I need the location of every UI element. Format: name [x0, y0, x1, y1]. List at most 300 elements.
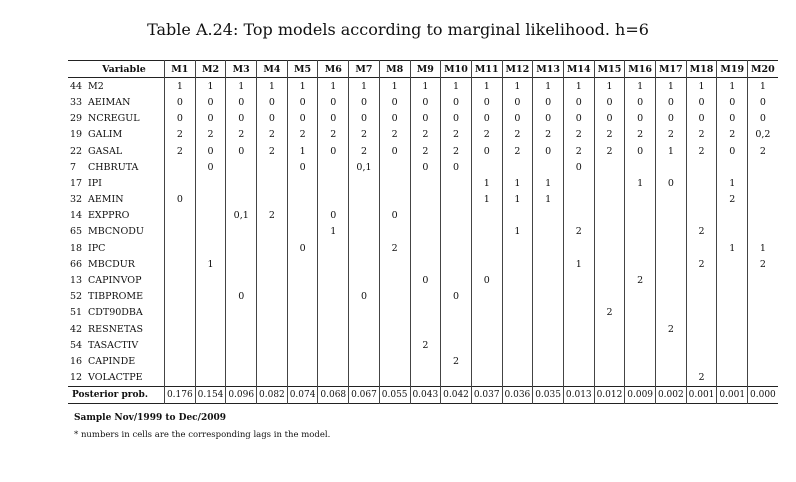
lag-cell: 0	[287, 240, 318, 256]
row-index: 66	[70, 258, 83, 270]
lag-cell	[379, 305, 410, 321]
lag-cell	[226, 353, 257, 369]
posterior-value: 0.009	[625, 386, 656, 403]
lag-cell	[410, 240, 441, 256]
lag-cell	[195, 289, 226, 305]
model-header: M5	[287, 61, 318, 78]
lag-cell	[471, 289, 502, 305]
lag-cell: 1	[165, 78, 196, 95]
lag-cell	[656, 256, 687, 272]
lag-cell: 1	[195, 256, 226, 272]
lag-cell	[349, 224, 380, 240]
lag-cell: 1	[717, 240, 748, 256]
lag-cell	[379, 289, 410, 305]
lag-cell: 2	[686, 256, 717, 272]
lag-cell: 0	[257, 111, 288, 127]
lag-cell: 0	[349, 289, 380, 305]
lag-cell: 0	[379, 208, 410, 224]
lag-cell	[287, 175, 318, 191]
table-row	[68, 94, 778, 110]
variable-name: IPI	[88, 177, 102, 189]
lag-cell	[379, 159, 410, 175]
table-row	[68, 370, 778, 387]
lag-cell: 0	[441, 289, 472, 305]
lag-cell	[441, 224, 472, 240]
lag-cell	[533, 353, 564, 369]
lag-cell	[502, 159, 533, 175]
lag-cell	[257, 272, 288, 288]
lag-cell	[349, 370, 380, 387]
lag-cell: 0	[717, 111, 748, 127]
row-index: 29	[70, 113, 83, 125]
lag-cell	[563, 208, 594, 224]
lag-cell: 0	[656, 94, 687, 110]
lag-cell	[563, 192, 594, 208]
lag-cell	[686, 272, 717, 288]
lag-cell: 0	[165, 192, 196, 208]
lag-cell: 0	[226, 111, 257, 127]
lag-cell: 2	[195, 127, 226, 143]
lag-cell	[471, 353, 502, 369]
table-row	[68, 337, 778, 353]
lag-cell: 0	[563, 159, 594, 175]
lag-cell: 1	[287, 78, 318, 95]
row-index: 51	[70, 307, 83, 319]
lag-cell	[257, 305, 288, 321]
table-row	[68, 240, 778, 256]
lag-cell	[656, 192, 687, 208]
lag-cell	[717, 321, 748, 337]
header-row	[68, 61, 778, 78]
lag-cell	[594, 240, 625, 256]
lag-cell: 0	[502, 94, 533, 110]
model-header: M17	[656, 61, 687, 78]
lag-cell	[686, 337, 717, 353]
lag-cell: 2	[625, 272, 656, 288]
model-header: M4	[257, 61, 288, 78]
lag-cell	[165, 321, 196, 337]
lag-cell: 1	[748, 240, 778, 256]
table-body	[68, 78, 778, 387]
lag-cell: 0	[410, 159, 441, 175]
lag-cell	[165, 240, 196, 256]
lag-cell	[287, 370, 318, 387]
lag-cell: 1	[563, 78, 594, 95]
lag-cell	[441, 305, 472, 321]
lag-cell: 2	[686, 224, 717, 240]
lag-cell	[656, 159, 687, 175]
lag-cell: 2	[717, 127, 748, 143]
lag-cell: 2	[656, 321, 687, 337]
row-index: 32	[70, 194, 83, 206]
lag-cell	[318, 192, 349, 208]
lag-cell: 1	[656, 78, 687, 95]
lag-cell: 2	[594, 305, 625, 321]
lag-cell: 0	[471, 94, 502, 110]
lag-cell: 0	[441, 111, 472, 127]
lag-cell	[594, 353, 625, 369]
row-index: 42	[70, 323, 83, 335]
model-header: M11	[471, 61, 502, 78]
lag-cell: 0	[318, 111, 349, 127]
table-row	[68, 192, 778, 208]
lag-cell	[594, 224, 625, 240]
lag-cell	[410, 192, 441, 208]
sample-note: Sample Nov/1999 to Dec/2009	[74, 413, 226, 423]
lag-cell	[318, 240, 349, 256]
lag-cell	[625, 224, 656, 240]
lag-cell	[379, 321, 410, 337]
lag-cell	[287, 192, 318, 208]
lag-cell	[717, 353, 748, 369]
lag-cell	[318, 353, 349, 369]
lag-cell: 0	[441, 159, 472, 175]
lag-cell	[165, 353, 196, 369]
posterior-value: 0.082	[257, 386, 288, 403]
lag-cell	[625, 159, 656, 175]
lag-cell	[287, 305, 318, 321]
lag-cell	[410, 305, 441, 321]
lag-cell: 1	[471, 78, 502, 95]
row-index: 65	[70, 226, 83, 238]
lag-cell	[656, 208, 687, 224]
lag-cell: 2	[410, 143, 441, 159]
lag-cell	[717, 305, 748, 321]
lag-cell	[656, 224, 687, 240]
lag-cell	[594, 256, 625, 272]
lag-cell	[195, 321, 226, 337]
lag-cell: 1	[471, 175, 502, 191]
lag-cell	[195, 305, 226, 321]
posterior-value: 0.068	[318, 386, 349, 403]
lag-cell	[563, 321, 594, 337]
variable-name: CDT90DBA	[88, 307, 143, 319]
variable-name: AEIMAN	[88, 96, 131, 108]
lag-cell	[594, 192, 625, 208]
lag-cell	[226, 192, 257, 208]
posterior-label: Posterior prob.	[72, 389, 148, 400]
variable-name: MBCNODU	[88, 226, 144, 238]
posterior-value: 0.055	[379, 386, 410, 403]
lag-cell	[287, 256, 318, 272]
posterior-value: 0.036	[502, 386, 533, 403]
lag-cell	[410, 353, 441, 369]
lag-cell	[165, 175, 196, 191]
lag-cell	[625, 370, 656, 387]
lag-cell	[686, 289, 717, 305]
lag-cell	[502, 208, 533, 224]
lag-cell: 2	[379, 240, 410, 256]
lag-cell: 1	[471, 192, 502, 208]
lag-cell: 0	[563, 94, 594, 110]
lag-cell: 2	[563, 127, 594, 143]
lag-cell	[625, 208, 656, 224]
lag-cell	[195, 337, 226, 353]
lag-cell	[594, 208, 625, 224]
lag-cell	[165, 289, 196, 305]
lag-cell	[625, 256, 656, 272]
lag-cell: 0	[656, 175, 687, 191]
lag-cell: 0	[165, 111, 196, 127]
lag-cell	[441, 175, 472, 191]
lag-cell: 2	[441, 353, 472, 369]
lag-cell	[257, 353, 288, 369]
lag-cell: 0	[195, 143, 226, 159]
lag-cell	[533, 272, 564, 288]
variable-name: TASACTIV	[88, 339, 139, 351]
lag-cell	[686, 159, 717, 175]
lag-cell	[257, 159, 288, 175]
model-header: M9	[410, 61, 441, 78]
lag-cell: 0	[226, 143, 257, 159]
lag-cell: 2	[318, 127, 349, 143]
lag-cell	[502, 256, 533, 272]
lag-cell: 2	[594, 143, 625, 159]
lag-cell	[563, 305, 594, 321]
lag-cell: 1	[502, 175, 533, 191]
table-row	[68, 353, 778, 369]
lag-cell	[379, 337, 410, 353]
lag-cell	[717, 224, 748, 240]
lag-cell	[471, 159, 502, 175]
lag-cell	[287, 272, 318, 288]
row-index: 13	[70, 275, 83, 287]
row-index: 12	[70, 372, 83, 384]
lag-cell	[379, 370, 410, 387]
lag-cell	[686, 208, 717, 224]
lag-cell: 0	[410, 272, 441, 288]
lag-cell: 1	[594, 78, 625, 95]
lag-cell	[195, 370, 226, 387]
lag-cell	[226, 272, 257, 288]
lag-cell: 0	[748, 94, 778, 110]
lag-cell: 2	[257, 143, 288, 159]
lag-cell	[441, 192, 472, 208]
lag-cell: 0	[287, 111, 318, 127]
table-row	[68, 305, 778, 321]
table-row	[68, 321, 778, 337]
lag-cell	[471, 224, 502, 240]
lag-cell: 0	[717, 143, 748, 159]
lag-cell	[441, 337, 472, 353]
lag-cell	[195, 353, 226, 369]
lag-cell	[594, 272, 625, 288]
lag-cell	[502, 321, 533, 337]
lag-cell: 2	[441, 127, 472, 143]
lag-cell: 1	[410, 78, 441, 95]
table-row	[68, 78, 778, 95]
variable-header: Variable	[102, 63, 146, 75]
table-row	[68, 143, 778, 159]
lag-cell: 0	[625, 111, 656, 127]
lag-cell	[349, 337, 380, 353]
lag-cell	[257, 370, 288, 387]
posterior-value: 0.043	[410, 386, 441, 403]
lag-cell	[410, 289, 441, 305]
model-header: M3	[226, 61, 257, 78]
lag-cell	[686, 175, 717, 191]
lag-cell	[287, 208, 318, 224]
lag-cell: 2	[410, 127, 441, 143]
table-row	[68, 127, 778, 143]
lag-cell	[226, 321, 257, 337]
lag-cell: 2	[563, 224, 594, 240]
lag-cell: 0	[594, 111, 625, 127]
lag-cell: 1	[226, 78, 257, 95]
lag-cell	[686, 321, 717, 337]
lag-cell	[533, 256, 564, 272]
lag-cell	[625, 321, 656, 337]
lag-cell: 0	[533, 111, 564, 127]
lag-cell	[717, 289, 748, 305]
lag-cell	[410, 256, 441, 272]
lag-cell: 2	[686, 127, 717, 143]
row-index: 17	[70, 177, 83, 189]
lag-cell	[165, 208, 196, 224]
lag-cell	[226, 159, 257, 175]
lag-cell: 0	[717, 94, 748, 110]
lag-cell	[165, 370, 196, 387]
lag-cell: 0,1	[226, 208, 257, 224]
lag-cell	[349, 272, 380, 288]
lag-cell	[441, 256, 472, 272]
lag-cell	[533, 370, 564, 387]
lag-cell	[748, 272, 778, 288]
lag-cell: 0	[502, 111, 533, 127]
row-index: 7	[70, 161, 77, 173]
variable-name: MBCDUR	[88, 258, 135, 270]
lag-cell	[379, 353, 410, 369]
lag-cell	[625, 289, 656, 305]
lag-cell	[287, 224, 318, 240]
lag-cell	[686, 353, 717, 369]
lag-cell	[533, 159, 564, 175]
lag-cell: 2	[349, 127, 380, 143]
lag-cell	[625, 240, 656, 256]
lag-cell: 0	[594, 94, 625, 110]
posterior-value: 0.000	[748, 386, 778, 403]
model-header: M14	[563, 61, 594, 78]
lag-cell	[257, 192, 288, 208]
lag-cell	[502, 370, 533, 387]
variable-name: CAPINVOP	[88, 275, 142, 287]
lag-cell: 2	[625, 127, 656, 143]
lag-cell	[165, 337, 196, 353]
lag-cell: 2	[502, 143, 533, 159]
row-index: 14	[70, 210, 83, 222]
lag-cell: 2	[594, 127, 625, 143]
lag-cell	[471, 256, 502, 272]
lag-cell	[748, 353, 778, 369]
lag-cell: 1	[502, 78, 533, 95]
lag-cell	[563, 272, 594, 288]
row-index: 54	[70, 339, 83, 351]
lag-cell	[502, 337, 533, 353]
model-header: M20	[748, 61, 778, 78]
lag-cell: 0	[625, 143, 656, 159]
lag-cell: 1	[533, 78, 564, 95]
lag-cell	[441, 272, 472, 288]
lag-cell	[226, 337, 257, 353]
lag-cell	[656, 370, 687, 387]
lag-cell	[471, 305, 502, 321]
lag-cell: 0	[471, 143, 502, 159]
row-index: 22	[70, 145, 83, 157]
model-header: M19	[717, 61, 748, 78]
model-header: M1	[165, 61, 196, 78]
lag-cell: 0	[441, 94, 472, 110]
lag-cell	[257, 337, 288, 353]
lag-cell: 0	[563, 111, 594, 127]
lag-cell	[594, 289, 625, 305]
lag-cell	[257, 224, 288, 240]
lag-cell	[656, 240, 687, 256]
lag-cell	[656, 305, 687, 321]
lag-cell	[625, 305, 656, 321]
lag-cell: 2	[656, 127, 687, 143]
lag-cell	[441, 208, 472, 224]
lag-cell	[748, 192, 778, 208]
table-row	[68, 289, 778, 305]
lag-cell	[318, 305, 349, 321]
lag-cell	[533, 240, 564, 256]
lag-cell: 2	[748, 256, 778, 272]
lag-cell	[748, 337, 778, 353]
lag-cell: 2	[717, 192, 748, 208]
lag-cell	[287, 289, 318, 305]
lag-cell: 1	[656, 143, 687, 159]
lag-cell: 0,2	[748, 127, 778, 143]
lag-cell	[471, 321, 502, 337]
lag-cell	[717, 159, 748, 175]
lag-cell	[533, 208, 564, 224]
lag-cell: 0	[379, 111, 410, 127]
lag-cell: 0,1	[349, 159, 380, 175]
lag-cell: 0	[533, 143, 564, 159]
table-row	[68, 256, 778, 272]
lag-cell	[748, 224, 778, 240]
lag-cell: 0	[318, 208, 349, 224]
lag-cell	[471, 208, 502, 224]
lag-cell	[349, 321, 380, 337]
lag-cell	[533, 321, 564, 337]
posterior-value: 0.035	[533, 386, 564, 403]
lag-cell	[379, 224, 410, 240]
lag-cell: 1	[717, 78, 748, 95]
lag-cell: 0	[533, 94, 564, 110]
lag-cell	[165, 256, 196, 272]
lag-cell	[410, 321, 441, 337]
lag-cell	[349, 240, 380, 256]
lag-cell	[318, 256, 349, 272]
lag-cell: 2	[287, 127, 318, 143]
posterior-value: 0.067	[349, 386, 380, 403]
lag-cell	[165, 272, 196, 288]
variable-name: CAPINDE	[88, 355, 136, 367]
lag-cell	[594, 370, 625, 387]
lag-cell	[410, 175, 441, 191]
model-header: M18	[686, 61, 717, 78]
lag-cell	[748, 175, 778, 191]
lag-cell: 1	[441, 78, 472, 95]
lag-cell	[656, 337, 687, 353]
lag-cell	[226, 256, 257, 272]
lag-cell: 0	[471, 111, 502, 127]
lag-cell	[379, 175, 410, 191]
variable-name: TIBPROME	[88, 291, 144, 303]
lag-cell: 0	[226, 289, 257, 305]
lag-cell	[563, 353, 594, 369]
